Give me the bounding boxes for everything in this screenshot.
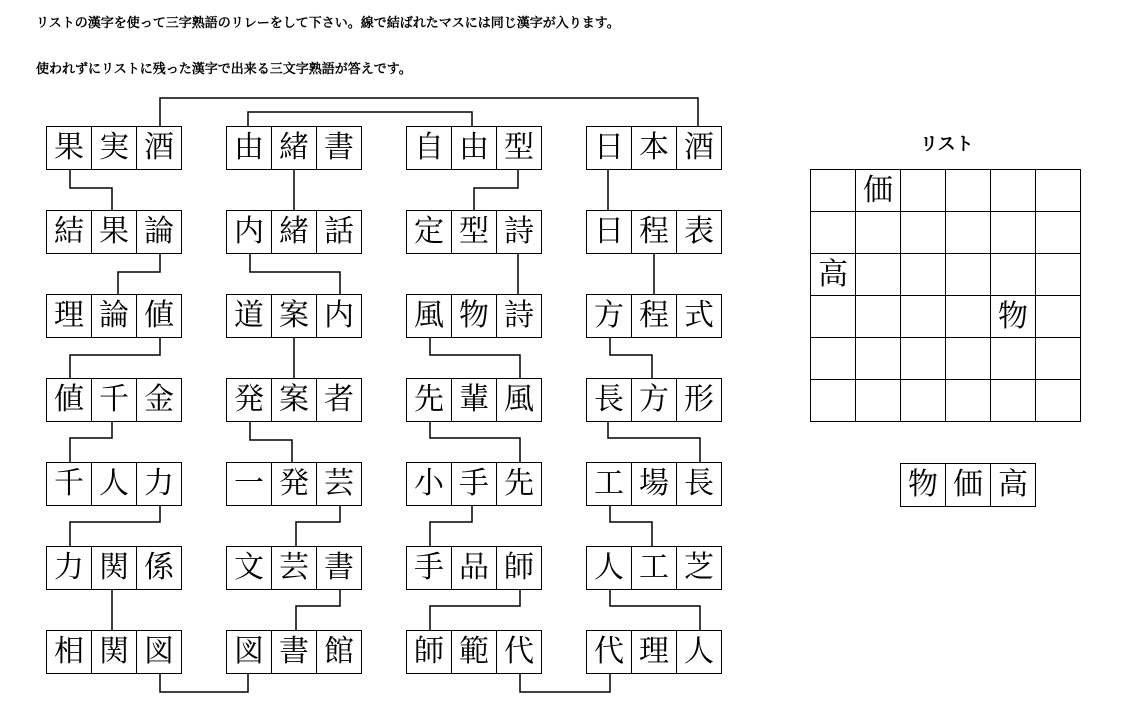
kanji-cell: 酒 [676, 126, 722, 170]
list-cell [901, 254, 946, 296]
list-cell [1036, 296, 1081, 338]
kanji-word [46, 294, 182, 338]
connector [250, 420, 292, 462]
connector [430, 588, 520, 630]
kanji-word [586, 630, 722, 674]
kanji-word [226, 210, 362, 254]
kanji-cell: 日 [586, 210, 632, 254]
kanji-word [46, 630, 182, 674]
list-cell: 価 [856, 170, 901, 212]
list-cell [811, 212, 856, 254]
list-cell [1036, 212, 1081, 254]
list-cell [811, 296, 856, 338]
kanji-cell: 力 [46, 546, 92, 590]
connector [474, 168, 518, 210]
kanji-cell: 型 [451, 210, 497, 254]
kanji-cell: 人 [676, 630, 722, 674]
kanji-cell: 道 [226, 294, 272, 338]
list-cell [856, 296, 901, 338]
kanji-word [406, 126, 542, 170]
list-cell [811, 170, 856, 212]
list-cell [811, 380, 856, 422]
connector [296, 588, 340, 630]
kanji-cell: 一 [226, 462, 272, 506]
list-cell [856, 212, 901, 254]
kanji-word [226, 294, 362, 338]
kanji-cell: 程 [631, 294, 677, 338]
instruction-line-2: 使われずにリストに残った漢字で出来る三文字熟語が答えです。 [36, 62, 412, 77]
kanji-cell: 係 [136, 546, 182, 590]
kanji-cell: 力 [136, 462, 182, 506]
kanji-cell: 千 [91, 378, 137, 422]
list-cell [1036, 380, 1081, 422]
kanji-cell: 書 [316, 126, 362, 170]
list-title: リスト [920, 134, 974, 155]
kanji-word [406, 210, 542, 254]
instruction-line-1: リストの漢字を使って三字熟語のリレーをして下さい。線で結ばれたマスには同じ漢字が入ります。 [36, 16, 620, 31]
kanji-cell: 金 [136, 378, 182, 422]
kanji-cell: 工 [586, 462, 632, 506]
kanji-cell: 人 [586, 546, 632, 590]
connector [118, 252, 160, 294]
kanji-cell: 式 [676, 294, 722, 338]
list-cell [901, 296, 946, 338]
list-cell [991, 254, 1036, 296]
connector [248, 112, 472, 126]
kanji-cell: 値 [46, 378, 92, 422]
kanji-cell: 論 [91, 294, 137, 338]
kanji-cell: 書 [271, 630, 317, 674]
answer-cell: 高 [990, 463, 1036, 507]
kanji-cell: 発 [271, 462, 317, 506]
kanji-cell: 値 [136, 294, 182, 338]
connector [610, 588, 700, 630]
kanji-word [226, 126, 362, 170]
kanji-cell: 理 [631, 630, 677, 674]
list-cell [901, 380, 946, 422]
kanji-cell: 果 [91, 210, 137, 254]
kanji-word [46, 546, 182, 590]
kanji-cell: 手 [451, 462, 497, 506]
list-cell [856, 254, 901, 296]
kanji-list-grid [810, 169, 1081, 422]
kanji-cell: 代 [586, 630, 632, 674]
kanji-cell: 千 [46, 462, 92, 506]
kanji-word [226, 462, 362, 506]
connector [430, 504, 472, 546]
kanji-cell: 本 [631, 126, 677, 170]
list-cell [946, 212, 991, 254]
list-row [811, 380, 1081, 422]
kanji-cell: 発 [226, 378, 272, 422]
answer-cell: 物 [900, 463, 946, 507]
list-cell: 物 [991, 296, 1036, 338]
kanji-word [586, 210, 722, 254]
kanji-cell: 由 [451, 126, 497, 170]
answer-word [900, 463, 1036, 507]
kanji-word [46, 126, 182, 170]
kanji-cell: 長 [586, 378, 632, 422]
kanji-cell: 論 [136, 210, 182, 254]
list-cell [946, 170, 991, 212]
list-cell [991, 380, 1036, 422]
kanji-cell: 結 [46, 210, 92, 254]
connector [430, 336, 520, 378]
list-cell [946, 254, 991, 296]
kanji-cell: 関 [91, 546, 137, 590]
kanji-cell: 手 [406, 546, 452, 590]
kanji-cell: 型 [496, 126, 542, 170]
kanji-cell: 風 [406, 294, 452, 338]
kanji-cell: 文 [226, 546, 272, 590]
kanji-cell: 師 [496, 546, 542, 590]
kanji-word [46, 462, 182, 506]
kanji-cell: 話 [316, 210, 362, 254]
list-cell [991, 212, 1036, 254]
kanji-word [406, 546, 542, 590]
connector [296, 504, 340, 546]
kanji-cell: 内 [226, 210, 272, 254]
kanji-cell: 範 [451, 630, 497, 674]
kanji-cell: 先 [496, 462, 542, 506]
connector [70, 504, 160, 546]
kanji-cell: 形 [676, 378, 722, 422]
list-cell [991, 170, 1036, 212]
list-row [811, 170, 1081, 212]
kanji-cell: 芝 [676, 546, 722, 590]
kanji-word [46, 378, 182, 422]
kanji-cell: 者 [316, 378, 362, 422]
kanji-cell: 案 [271, 294, 317, 338]
kanji-cell: 師 [406, 630, 452, 674]
kanji-word [226, 378, 362, 422]
kanji-cell: 長 [676, 462, 722, 506]
kanji-cell: 程 [631, 210, 677, 254]
kanji-word [586, 294, 722, 338]
list-cell [901, 212, 946, 254]
kanji-cell: 定 [406, 210, 452, 254]
kanji-cell: 表 [676, 210, 722, 254]
kanji-word [586, 462, 722, 506]
list-cell [856, 338, 901, 380]
kanji-cell: 品 [451, 546, 497, 590]
kanji-cell: 代 [496, 630, 542, 674]
connector [610, 504, 652, 546]
connector [70, 336, 160, 378]
list-cell [1036, 338, 1081, 380]
list-cell [901, 338, 946, 380]
kanji-word [406, 294, 542, 338]
list-row [811, 254, 1081, 296]
kanji-cell: 相 [46, 630, 92, 674]
kanji-cell: 関 [91, 630, 137, 674]
kanji-cell: 詩 [496, 294, 542, 338]
list-cell [946, 296, 991, 338]
list-row [811, 212, 1081, 254]
kanji-cell: 風 [496, 378, 542, 422]
kanji-cell: 日 [586, 126, 632, 170]
connector [430, 420, 520, 462]
kanji-cell: 方 [586, 294, 632, 338]
kanji-word [586, 546, 722, 590]
kanji-cell: 工 [631, 546, 677, 590]
connector [160, 672, 248, 692]
kanji-cell: 場 [631, 462, 677, 506]
kanji-cell: 案 [271, 378, 317, 422]
kanji-cell: 実 [91, 126, 137, 170]
kanji-cell: 先 [406, 378, 452, 422]
kanji-word [226, 546, 362, 590]
list-cell [946, 380, 991, 422]
kanji-cell: 詩 [496, 210, 542, 254]
list-cell [1036, 254, 1081, 296]
kanji-cell: 芸 [271, 546, 317, 590]
kanji-word [406, 630, 542, 674]
list-row [811, 296, 1081, 338]
kanji-word [406, 462, 542, 506]
list-cell [946, 338, 991, 380]
kanji-word [586, 378, 722, 422]
connector [160, 98, 698, 126]
kanji-word [226, 630, 362, 674]
kanji-cell: 書 [316, 546, 362, 590]
kanji-word [46, 210, 182, 254]
kanji-cell: 酒 [136, 126, 182, 170]
connector [70, 420, 112, 462]
kanji-cell: 図 [136, 630, 182, 674]
list-cell: 高 [811, 254, 856, 296]
kanji-cell: 人 [91, 462, 137, 506]
kanji-cell: 理 [46, 294, 92, 338]
kanji-cell: 芸 [316, 462, 362, 506]
kanji-cell: 輩 [451, 378, 497, 422]
kanji-cell: 小 [406, 462, 452, 506]
list-cell [1036, 170, 1081, 212]
list-cell [856, 380, 901, 422]
kanji-cell: 果 [46, 126, 92, 170]
list-cell [991, 338, 1036, 380]
kanji-word [586, 126, 722, 170]
kanji-cell: 館 [316, 630, 362, 674]
kanji-word [406, 378, 542, 422]
list-row [811, 338, 1081, 380]
kanji-cell: 内 [316, 294, 362, 338]
list-cell [901, 170, 946, 212]
kanji-cell: 自 [406, 126, 452, 170]
connector [610, 336, 652, 378]
kanji-cell: 由 [226, 126, 272, 170]
kanji-cell: 方 [631, 378, 677, 422]
connector [70, 168, 112, 210]
kanji-cell: 緒 [271, 126, 317, 170]
list-cell [811, 338, 856, 380]
answer-cell: 価 [945, 463, 991, 507]
connector [250, 252, 340, 294]
connector [520, 672, 610, 692]
kanji-cell: 図 [226, 630, 272, 674]
kanji-cell: 物 [451, 294, 497, 338]
kanji-cell: 緒 [271, 210, 317, 254]
connector [608, 420, 700, 462]
